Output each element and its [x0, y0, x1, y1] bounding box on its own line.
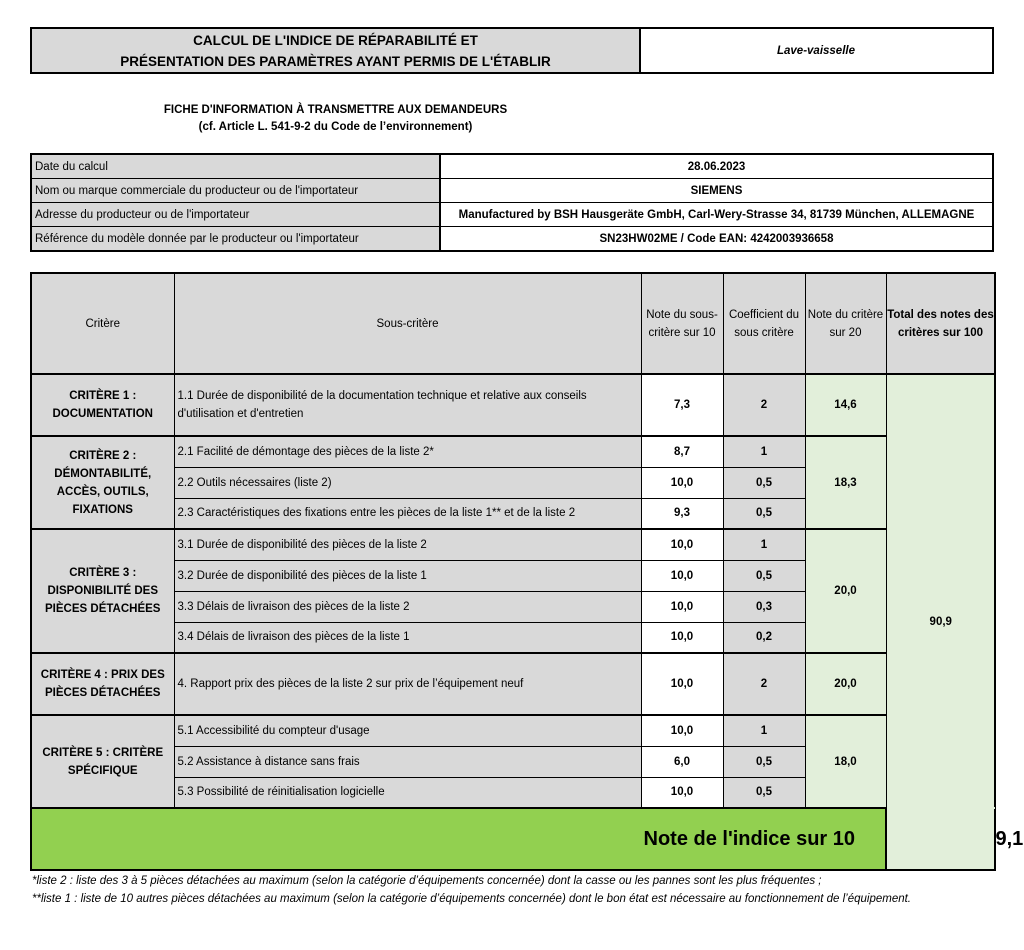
subcriterion-coef: 0,5: [723, 467, 805, 498]
header-sous-critere: Sous-critère: [174, 273, 641, 374]
subcriterion-coef: 0,5: [723, 777, 805, 808]
subcriterion-coef: 0,3: [723, 591, 805, 622]
criterion-5-score: 18,0: [805, 715, 886, 808]
subcriterion-note: 8,7: [641, 436, 723, 467]
criterion-1-score: 14,6: [805, 374, 886, 436]
fiche-line-1: FICHE D'INFORMATION À TRANSMETTRE AUX DEMANDEURS: [163, 104, 508, 116]
subcriterion-coef: 0,5: [723, 560, 805, 591]
info-label: Référence du modèle donnée par le producteur ou l'importateur: [31, 227, 440, 252]
info-row-reference: [31, 227, 993, 252]
subcriterion-note: 10,0: [641, 529, 723, 560]
product-type: Lave-vaisselle: [640, 27, 994, 74]
subcriterion-coef: 1: [723, 715, 805, 746]
info-row-date: [31, 154, 993, 179]
subcriterion-note: 9,3: [641, 498, 723, 529]
subcriterion-label: 1.1 Durée de disponibilité de la documentation technique et relative aux conseils d'utilisation et d'entretien: [174, 374, 641, 436]
repairability-table: [30, 272, 1024, 871]
table-row: [31, 715, 995, 746]
footnote-liste-1: **liste 1 : liste de 10 autres pièces détachées au maximum (selon la catégorie d’équipements concernée) dont le bon état est nécessaire au fonctionnement de l’équipement.: [32, 893, 911, 905]
subcriterion-note: 10,0: [641, 622, 723, 653]
subcriterion-label: 5.2 Assistance à distance sans frais: [174, 746, 641, 777]
subcriterion-coef: 1: [723, 529, 805, 560]
info-label: Adresse du producteur ou de l'importateur: [31, 203, 440, 227]
final-row: Note de l'indice sur 10 9,1: [31, 808, 995, 870]
final-index-label: Note de l'indice sur 10: [31, 808, 886, 870]
footnote-liste-2: *liste 2 : liste des 3 à 5 pièces détachées au maximum (selon la catégorie d’équipements concernée) dont la casse ou les pannes sont les plus fréquentes ;: [32, 875, 822, 887]
table-row: [31, 436, 995, 467]
info-table: [30, 153, 994, 252]
subcriterion-note: 10,0: [641, 591, 723, 622]
subcriterion-label: 2.1 Facilité de démontage des pièces de la liste 2*: [174, 436, 641, 467]
title-line-1: CALCUL DE L'INDICE DE RÉPARABILITÉ ET: [193, 32, 478, 48]
subcriterion-coef: 0,5: [723, 498, 805, 529]
table-row: [31, 374, 995, 436]
table-row: [31, 653, 995, 715]
criterion-2-score: 18,3: [805, 436, 886, 529]
subcriterion-label: 3.2 Durée de disponibilité des pièces de la liste 1: [174, 560, 641, 591]
subcriterion-label: 4. Rapport prix des pièces de la liste 2 sur prix de l’équipement neuf: [174, 653, 641, 715]
subcriterion-note: 10,0: [641, 715, 723, 746]
subcriterion-label: 5.3 Possibilité de réinitialisation logicielle: [174, 777, 641, 808]
subcriterion-coef: 1: [723, 436, 805, 467]
subcriterion-note: 7,3: [641, 374, 723, 436]
info-value: SIEMENS: [440, 179, 993, 203]
criterion-4-name: CRITÈRE 4 : PRIX DES PIÈCES DÉTACHÉES: [31, 653, 174, 715]
criterion-3-score: 20,0: [805, 529, 886, 653]
subcriterion-label: 3.4 Délais de livraison des pièces de la liste 1: [174, 622, 641, 653]
subcriterion-label: 2.2 Outils nécessaires (liste 2): [174, 467, 641, 498]
header-total: Total des notes des critères sur 100: [886, 273, 995, 374]
header-note-sous-critere: Note du sous-critère sur 10: [641, 273, 723, 374]
criterion-3-name: CRITÈRE 3 : DISPONIBILITÉ DES PIÈCES DÉTACHÉES: [31, 529, 174, 653]
subcriterion-coef: 2: [723, 374, 805, 436]
table-row: [31, 529, 995, 560]
info-value: 28.06.2023: [440, 154, 993, 179]
info-label: Nom ou marque commerciale du producteur ou de l'importateur: [31, 179, 440, 203]
info-label: Date du calcul: [31, 154, 440, 179]
header-note-critere: Note du critère sur 20: [805, 273, 886, 374]
subcriterion-note: 10,0: [641, 560, 723, 591]
fiche-heading: [30, 102, 641, 136]
subcriterion-note: 10,0: [641, 653, 723, 715]
fiche-line-2: (cf. Article L. 541-9-2 du Code de l’environnement): [198, 121, 473, 133]
subcriterion-label: 5.1 Accessibilité du compteur d'usage: [174, 715, 641, 746]
subcriterion-coef: 2: [723, 653, 805, 715]
criterion-2-name: CRITÈRE 2 : DÉMONTABILITÉ, ACCÈS, OUTILS, FIXATIONS: [31, 436, 174, 529]
footnotes: [32, 872, 932, 908]
subcriterion-note: 10,0: [641, 467, 723, 498]
header-coefficient: Coefficient du sous critère: [723, 273, 805, 374]
subcriterion-label: 3.3 Délais de livraison des pièces de la liste 2: [174, 591, 641, 622]
subcriterion-label: 2.3 Caractéristiques des fixations entre les pièces de la liste 1** et de la liste 2: [174, 498, 641, 529]
document-title: [30, 27, 641, 74]
info-row-address: [31, 203, 993, 227]
criterion-4-score: 20,0: [805, 653, 886, 715]
info-value: SN23HW02ME / Code EAN: 4242003936658: [440, 227, 993, 252]
subcriterion-note: 10,0: [641, 777, 723, 808]
table-header-row: [31, 273, 995, 374]
header-critere: Critère: [31, 273, 174, 374]
criterion-5-name: CRITÈRE 5 : CRITÈRE SPÉCIFIQUE: [31, 715, 174, 808]
subcriterion-label: 3.1 Durée de disponibilité des pièces de la liste 2: [174, 529, 641, 560]
subcriterion-coef: 0,2: [723, 622, 805, 653]
title-line-2: PRÉSENTATION DES PARAMÈTRES AYANT PERMIS DE L'ÉTABLIR: [120, 53, 551, 69]
criterion-1-name: CRITÈRE 1 : DOCUMENTATION: [31, 374, 174, 436]
info-value: Manufactured by BSH Hausgeräte GmbH, Carl-Wery-Strasse 34, 81739 München, ALLEMAGNE: [440, 203, 993, 227]
total-score: 90,9: [886, 374, 995, 870]
subcriterion-coef: 0,5: [723, 746, 805, 777]
subcriterion-note: 6,0: [641, 746, 723, 777]
info-row-brand: [31, 179, 993, 203]
